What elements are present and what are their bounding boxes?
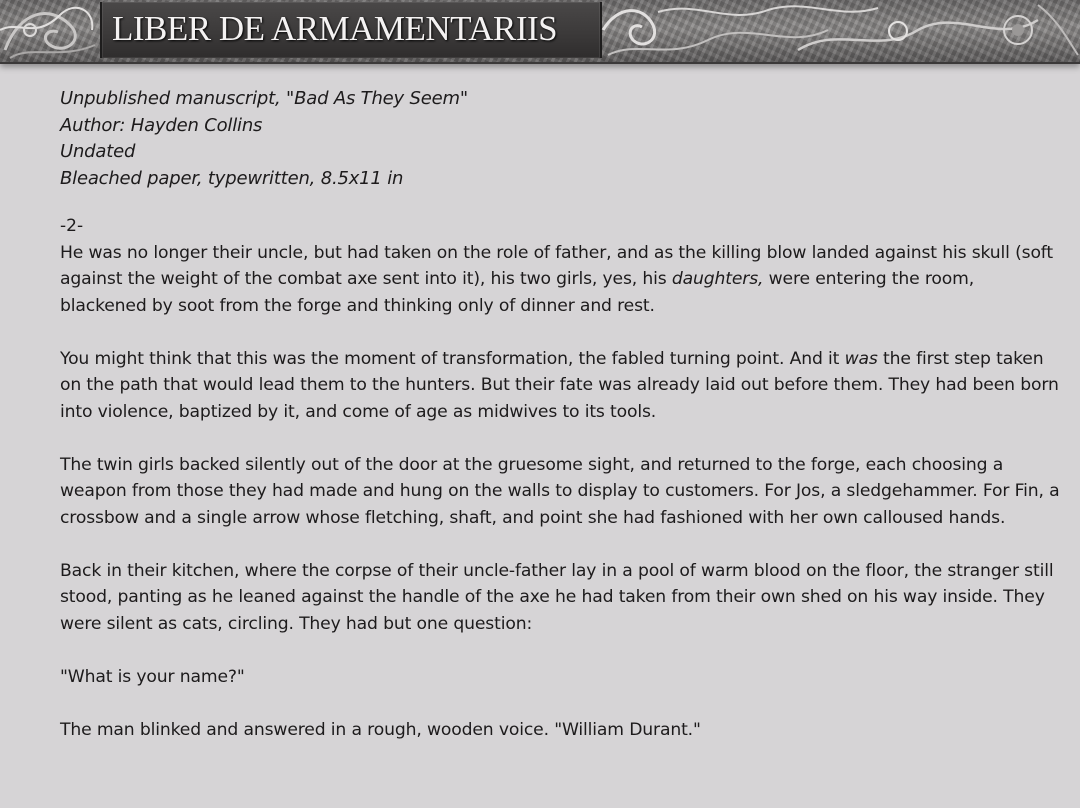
- paragraph-3: The twin girls backed silently out of the door at the gruesome sight, and returned to the forge, each choosing a weapon from those they had made and hung on the walls to display to customers. For Jos, a sledgehammer. For Fin, a crossbow and a single arrow whose fletching, shaft, and point she had fashioned with her own calloused hands.: [60, 454, 1060, 528]
- paragraph-2-emphasis: was: [844, 348, 878, 369]
- meta-line-title: Unpublished manuscript, "Bad As They Seem": [60, 88, 468, 109]
- paragraph-1: [60, 240, 1060, 320]
- manuscript-content: [60, 86, 1060, 770]
- document-metadata: [60, 86, 1060, 192]
- paragraph-2: [60, 346, 1060, 426]
- scroll-ornament-right: [598, 0, 1080, 62]
- page-title: LIBER DE ARMAMENTARIIS: [112, 9, 558, 48]
- header-banner: [0, 0, 1080, 64]
- paragraph-1-emphasis: daughters,: [671, 269, 764, 289]
- paragraph-4: Back in their kitchen, where the corpse of their uncle-father lay in a pool of warm blood on the floor, the stranger still stood, panting as he leaned against the handle of the axe he had taken from their own shed on his way inside. They were silent as cats, circling. They had but one question:: [60, 560, 1054, 634]
- paragraph-5: "What is your name?": [60, 666, 245, 687]
- meta-line-date: Undated: [60, 141, 136, 162]
- paragraph-6: The man blinked and answered in a rough, wooden voice. "William Durant.": [60, 719, 701, 740]
- meta-line-author: Author: Hayden Collins: [60, 114, 263, 136]
- paragraph-1-text-a: He was no longer their uncle, but had taken on the role of father, and as the killing blow landed against his skull (soft against the weight of the combat axe sent into it), his two girls, yes, his: [60, 242, 1053, 289]
- paragraph-1-text-b: were entering the room, blackened by soot from the forge and thinking only of dinner and rest.: [60, 269, 975, 316]
- paragraph-2-text-a: You might think that this was the moment of transformation, the fabled turning point. And it: [60, 348, 845, 369]
- meta-line-material: Bleached paper, typewritten, 8.5x11 in: [60, 167, 404, 189]
- page-number: -2-: [60, 216, 84, 236]
- title-plate: [100, 2, 602, 58]
- scroll-ornament-left: [0, 0, 100, 62]
- paragraph-2-text-b: the first step taken on the path that would lead them to the hunters. But their fate was already laid out before them. They had been born into violence, baptized by it, and come of age as midwives to its tools.: [60, 348, 1059, 422]
